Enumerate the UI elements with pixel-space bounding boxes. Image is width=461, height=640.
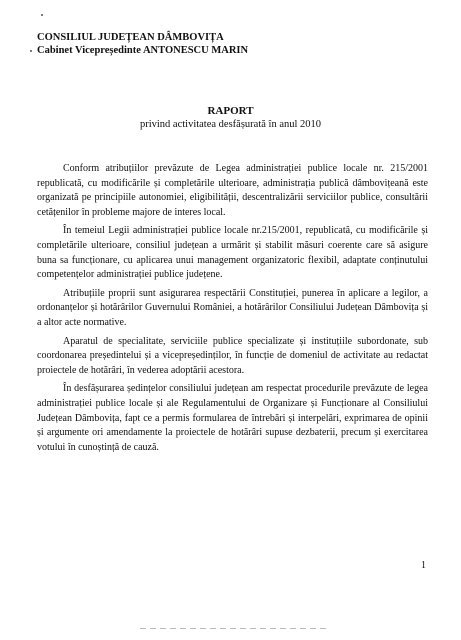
paragraph: Aparatul de specialitate, serviciile publice specializate și instituțiile subordonate, sub coordonarea președintelui și a vicepreședinților, în funcție de domeniul de activitate au redactat proiectele de hotărâri, în vederea adoptării acestora. (37, 335, 428, 376)
paragraph: Conform atribuțiilor prevăzute de Legea administrației publice locale nr. 215/2001 republicată, cu modificările și completările ulterioare, administrația publică dâmbovițeană este organizată pe principiile autonomiei, eligibilității, descentralizării serviciilor publice, consultării cetățenilor în probleme majore de interes local. (37, 163, 428, 218)
report-title: RAPORT (207, 105, 254, 117)
cabinet-name: Cabinet Vicepreședinte ANTONESCU MARIN (37, 45, 249, 56)
paragraph: În temeiul Legii administrației publice locale nr.215/2001, republicată, cu modificările și completările ulterioare, consiliul județean a urmărit și stabilit măsuri coerente care să asigure buna sa funcționare, cu aplicarea unui management organizatoric flexibil, adaptate conținutului competențelor administrației publice județene. (37, 225, 428, 281)
report-body (37, 162, 428, 459)
institution-name: CONSILIUL JUDEȚEAN DÂMBOVIȚA (37, 32, 224, 43)
report-subtitle: privind activitatea desfășurată în anul 2010 (139, 119, 322, 130)
page-number: 1 (421, 560, 426, 571)
scan-speck (30, 50, 32, 52)
scan-artifact-line (140, 628, 330, 629)
paragraph: Atribuțiile proprii sunt asigurarea respectării Constituției, punerea în aplicare a legilor, a ordonanțelor și hotărârilor Guvernului României, a hotărârilor Consiliului Județean Dâmbovița și a altor acte normative. (37, 287, 428, 328)
scan-speck (41, 14, 43, 16)
report-title-block (0, 104, 461, 132)
paragraph: În desfășurarea ședințelor consiliului județean am respectat procedurile prevăzute de legea administrației publice locale și ale Regulamentului de Organizare și Funcționare al Consiliului Județean Dâmbovița, fapt ce a permis formularea de întrebări și interpelări, exprimarea de opinii și argumente ori amendamente la proiectele de hotărâri supuse dezbaterii, precum și exercitarea votului în cunoștință de cauză. (37, 383, 428, 453)
document-header (37, 31, 248, 57)
